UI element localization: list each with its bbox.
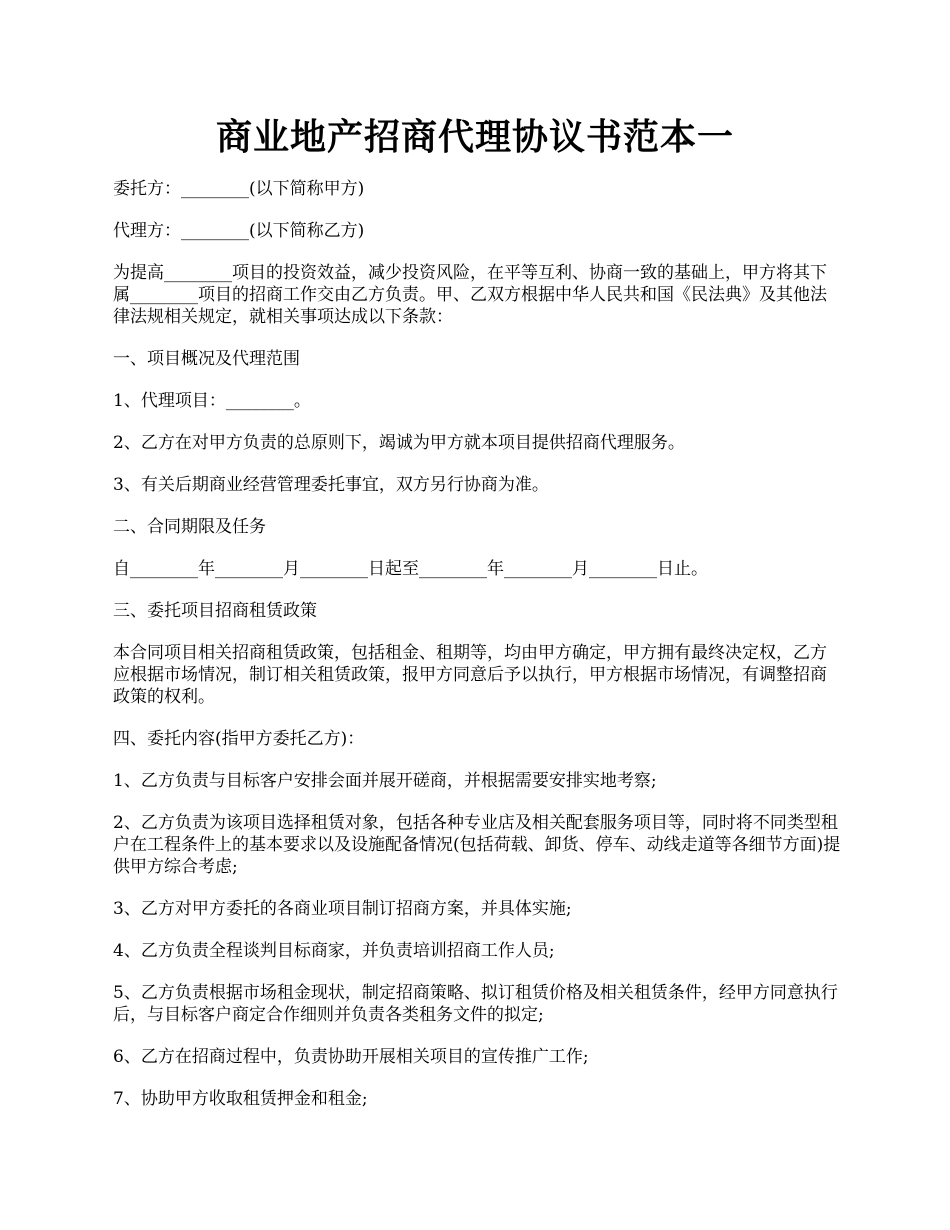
clause-4-1: 1、乙方负责与目标客户安排会面并展开磋商，并根据需要安排实地考察;: [113, 771, 657, 791]
clause-4-6: 6、乙方在招商过程中，负责协助开展相关项目的宣传推广工作;: [113, 1047, 589, 1067]
clause-term-dates: 自________年________月________日起至________年________月________日止。: [113, 559, 708, 579]
paragraph-agent: 代理方：________(以下简称乙方): [113, 221, 365, 241]
section-heading-1: 一、项目概况及代理范围: [113, 349, 300, 369]
clause-leasing-policy: 本合同项目相关招商租赁政策，包括租金、租期等，均由甲方确定，甲方拥有最终决定权，乙方应根据市场情况，制订相关租赁政策，报甲方同意后予以执行，甲方根据市场情况，有调整招商政策的权利。: [113, 643, 827, 707]
paragraph-preamble: 为提高________项目的投资效益，减少投资风险，在平等互利、协商一致的基础上，甲方将其下属________项目的招商工作交由乙方负责。甲、乙双方根据中华人民共和国《民法典》及其他法律法规相关规定，就相关事项达成以下条款：: [113, 263, 827, 327]
clause-1-1: 1、代理项目：________。: [113, 391, 311, 411]
clause-1-3: 3、有关后期商业经营管理委托事宜，双方另行协商为准。: [113, 475, 549, 495]
paragraph-client: 委托方：________(以下简称甲方): [113, 179, 365, 199]
clause-4-5: 5、乙方负责根据市场租金现状，制定招商策略、拟订租赁价格及相关租赁条件，经甲方同意执行后，与目标客户商定合作细则并负责各类租务文件的拟定;: [113, 983, 838, 1025]
section-heading-3: 三、委托项目招商租赁政策: [113, 601, 317, 621]
document-body: [113, 178, 843, 1130]
clause-4-3: 3、乙方对甲方委托的各商业项目制订招商方案，并具体实施;: [113, 899, 572, 919]
section-heading-2: 二、合同期限及任务: [113, 517, 266, 537]
clause-1-2: 2、乙方在对甲方负责的总原则下，竭诚为甲方就本项目提供招商代理服务。: [113, 433, 685, 453]
document-title: 商业地产招商代理协议书范本一: [215, 116, 734, 158]
section-heading-4: 四、委托内容(指甲方委托乙方)：: [113, 729, 365, 749]
clause-4-4: 4、乙方负责全程谈判目标商家，并负责培训招商工作人员;: [113, 941, 555, 961]
clause-4-2: 2、乙方负责为该项目选择租赁对象，包括各种专业店及相关配套服务项目等，同时将不同类型租户在工程条件上的基本要求以及设施配备情况(包括荷载、卸货、停车、动线走道等各细节方面)提供甲方综合考虑;: [113, 813, 841, 877]
clause-4-7: 7、协助甲方收取租赁押金和租金;: [113, 1089, 368, 1109]
